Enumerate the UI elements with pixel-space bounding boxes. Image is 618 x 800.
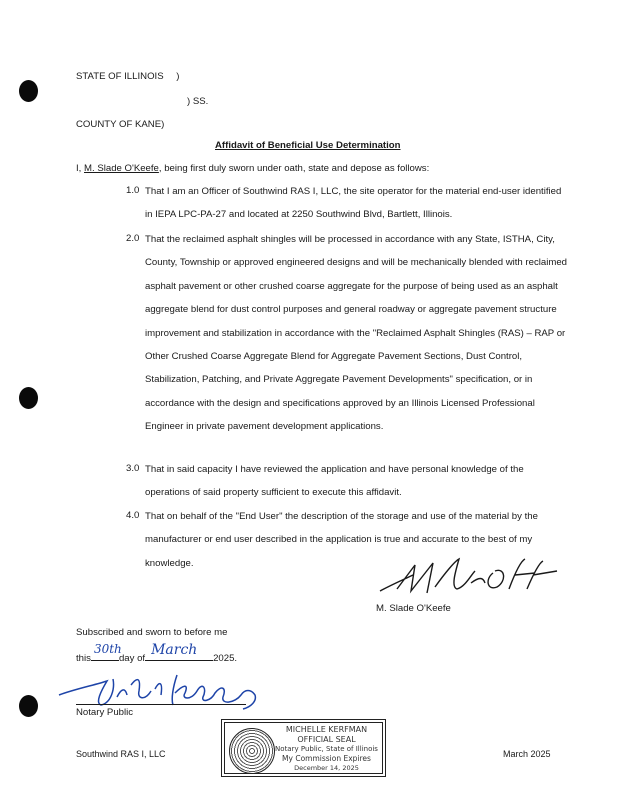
state-label: STATE OF ILLINOIS [76, 71, 164, 82]
clause-1-number: 1.0 [126, 185, 140, 196]
footer-right: March 2025 [503, 749, 551, 759]
binder-hole-top [19, 80, 38, 102]
seal-title: OFFICIAL SEAL [297, 735, 356, 744]
day-of-label: day of [118, 653, 146, 664]
state-line [76, 71, 179, 82]
seal-line-1: Notary Public, State of Illinois [275, 745, 378, 753]
seal-name: MICHELLE KERFMAN [285, 725, 368, 734]
footer-left: Southwind RAS I, LLC [76, 749, 166, 759]
subscribed-line: Subscribed and sworn to before me [76, 627, 228, 638]
county-label: COUNTY OF KANE) [76, 119, 165, 130]
clause-2-text: That the reclaimed asphalt shingles will be processed in accordance with any State, ISTHA, City, County, Township or approved engineered designs and will be mechanically blended with reclaimed asphalt pavement or other crushed coarse aggregate for the purpose of being used as an asphalt aggregate blend for dust control purposes and general roadway or aggregate pavement structure improvement and stabilization in accordance with the "Reclaimed Asphalt Shingles (RAS) – RAP or Other Crushed Coarse Aggregate Blend for Aggregate Pavement Sections, Dust Control, Stabilization, Patching, and Private Aggregate Pavement Developments" specification, or in accordance with the design and specifications approved by an Illinois Licensed Professional Engineer in private pavement development applications. [145, 234, 568, 433]
day-handwritten: 30th [93, 642, 122, 656]
signer-name: M. Slade O'Keefe [376, 603, 451, 614]
notary-signature-line [76, 704, 246, 705]
official-seal [221, 719, 386, 777]
clause-1-text: That I am an Officer of Southwind RAS I, LLC, the site operator for the material end-user identified in IEPA LPC-PA-27 and located at 2250 Southwind Blvd, Bartlett, Illinois. [145, 186, 562, 221]
official-seal-border [224, 722, 383, 774]
date-line [76, 642, 238, 664]
notary-public-label: Notary Public [76, 707, 134, 718]
seal-line-3: December 14, 2025 [294, 764, 359, 772]
affiant-name: M. Slade O'Keefe [84, 163, 159, 174]
year-label: 2025. [213, 653, 238, 664]
month-blank [145, 642, 213, 661]
clause-3-text: That in said capacity I have reviewed the application and have personal knowledge of the operations of said property sufficient to execute this affidavit. [145, 464, 524, 499]
state-seal-emblem [229, 728, 275, 774]
intro-prefix: I, [76, 163, 84, 174]
clause-2-number: 2.0 [126, 233, 140, 244]
clause-3-number: 3.0 [126, 463, 140, 474]
seal-line-2: My Commission Expires [282, 754, 371, 763]
ss-label: ) SS. [187, 96, 209, 107]
clause-4-number: 4.0 [126, 510, 140, 521]
clause-4-text: That on behalf of the "End User" the description of the storage and use of the material by the manufacturer or end user described in the application is true and accurate to the best of my knowledge. [145, 511, 538, 569]
binder-hole-middle [19, 387, 38, 409]
day-blank [91, 642, 122, 661]
this-label: this [76, 653, 91, 664]
state-paren: ) [176, 71, 180, 82]
month-handwritten: March [151, 642, 198, 658]
binder-hole-bottom [19, 695, 38, 717]
affiant-signature [375, 553, 565, 603]
document-title: Affidavit of Beneficial Use Determination [215, 140, 401, 151]
intro-rest: , being first duly sworn under oath, state and depose as follows: [158, 163, 430, 174]
intro-line [76, 163, 429, 174]
